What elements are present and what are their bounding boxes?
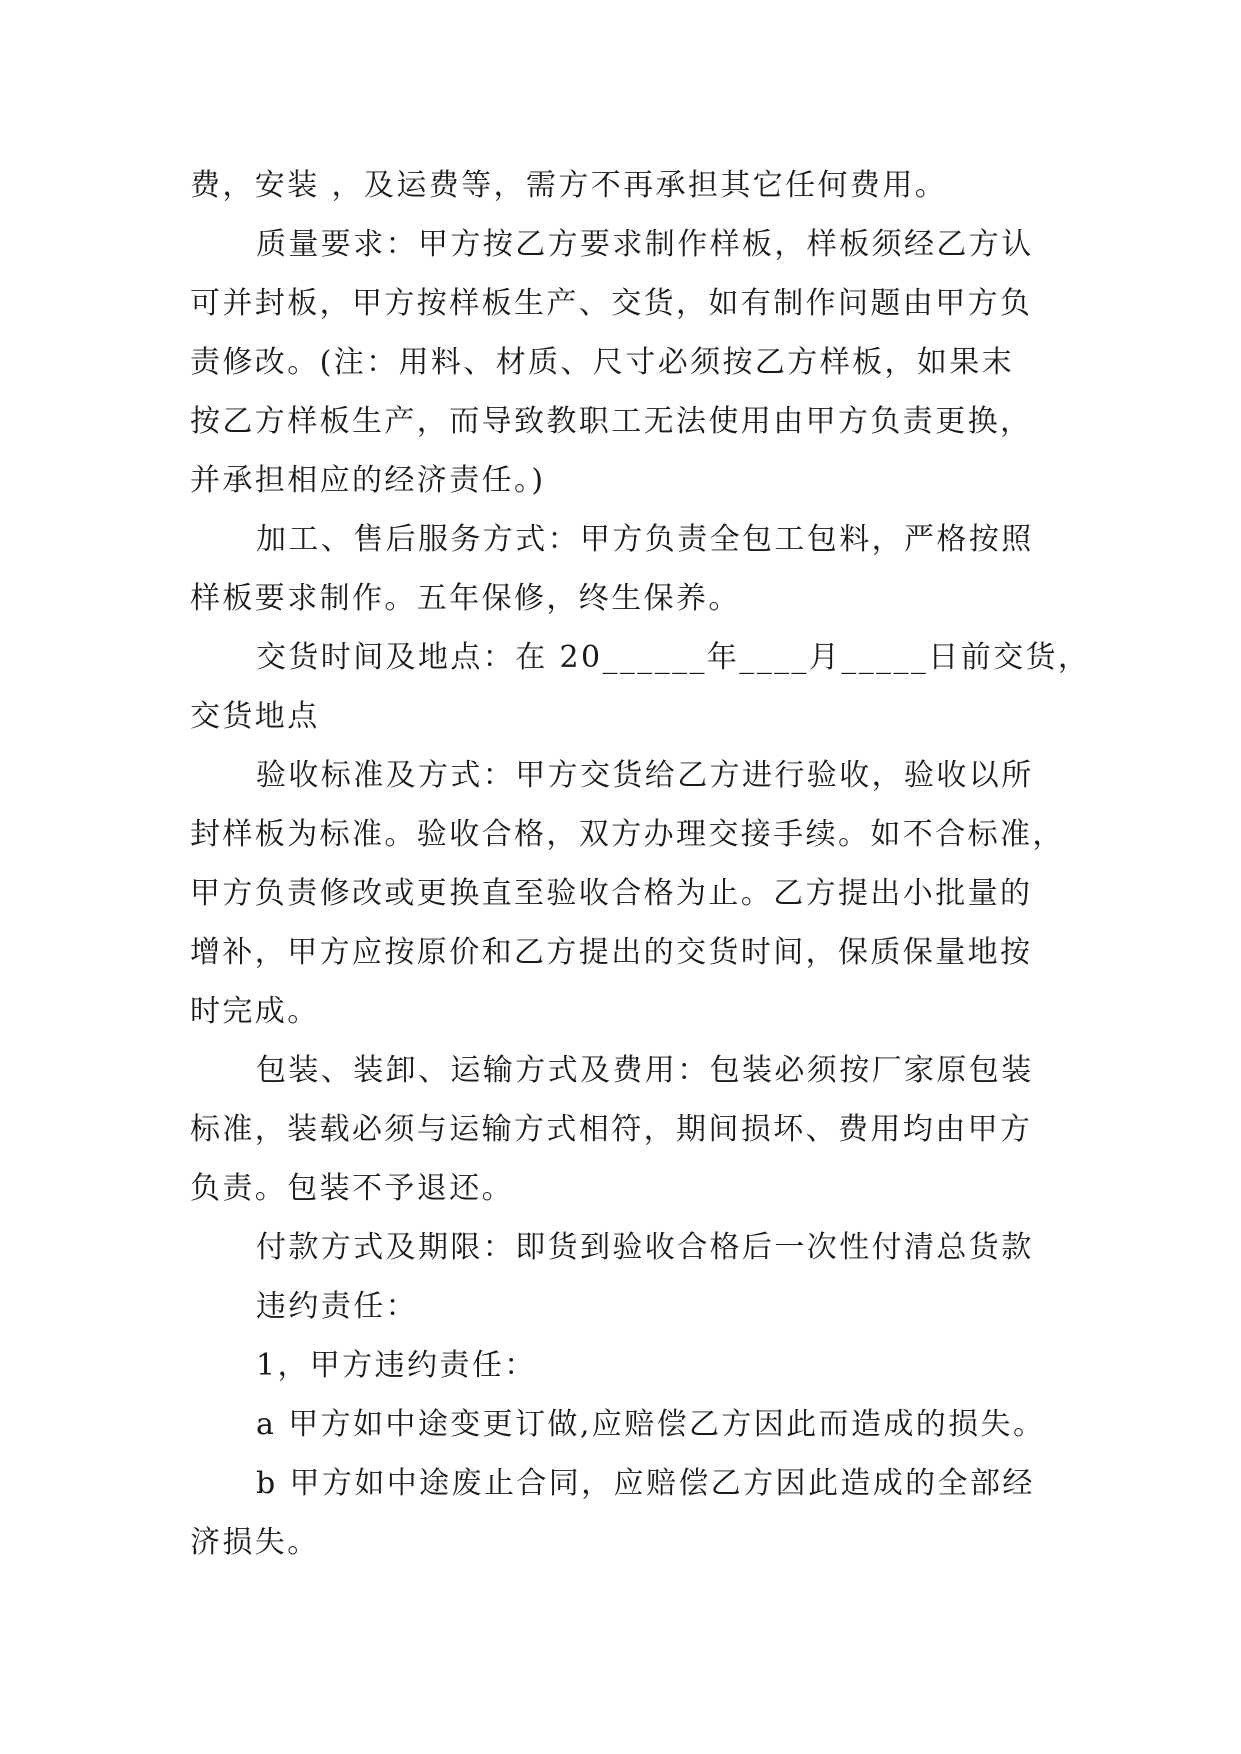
text-line: 费，安装 ，及运费等，需方不再承担其它任何费用。	[190, 168, 948, 203]
text-line: 包装、装卸、运输方式及费用：包装必须按厂家原包装	[256, 1053, 1034, 1088]
text-line: 并承担相应的经济责任。)	[190, 463, 546, 498]
text-line: 质量要求：甲方按乙方要求制作样板，样板须经乙方认	[256, 227, 1034, 262]
text-line: 济损失。	[190, 1525, 320, 1560]
text-line: 付款方式及期限：即货到验收合格后一次性付清总货款	[256, 1230, 1034, 1265]
text-line: 加工、售后服务方式：甲方负责全包工包料，严格按照	[256, 522, 1034, 557]
text-line: 违约责任：	[256, 1289, 418, 1324]
text-line: 增补，甲方应按原价和乙方提出的交货时间，保质保量地按	[190, 935, 1033, 970]
text-line: 甲方负责修改或更换直至验收合格为止。乙方提出小批量的	[190, 876, 1033, 911]
text-line: 交货地点	[190, 699, 320, 734]
text-line: 责修改。(注：用料、材质、尺寸必须按乙方样板，如果末	[190, 345, 1015, 380]
text-line: 验收标准及方式：甲方交货给乙方进行验收，验收以所	[256, 758, 1034, 793]
contract-text	[190, 156, 1091, 1572]
text-line: 交货时间及地点：在 20______年____月_____日前交货，	[256, 640, 1091, 675]
text-line: 可并封板，甲方按样板生产、交货，如有制作问题由甲方负	[190, 286, 1033, 321]
text-line: b 甲方如中途废止合同，应赔偿乙方因此造成的全部经	[256, 1466, 1035, 1501]
text-line: 1，甲方违约责任：	[256, 1348, 537, 1383]
text-line: 负责。包装不予退还。	[190, 1171, 514, 1206]
text-line: 时完成。	[190, 994, 320, 1029]
text-line: a 甲方如中途变更订做,应赔偿乙方因此而造成的损失。	[256, 1407, 1046, 1442]
text-line: 封样板为标准。验收合格，双方办理交接手续。如不合标准，	[190, 817, 1065, 852]
text-line: 样板要求制作。五年保修，终生保养。	[190, 581, 741, 616]
text-line: 标准，装载必须与运输方式相符，期间损坏、费用均由甲方	[190, 1112, 1033, 1147]
text-line: 按乙方样板生产，而导致教职工无法使用由甲方负责更换，	[190, 404, 1033, 439]
